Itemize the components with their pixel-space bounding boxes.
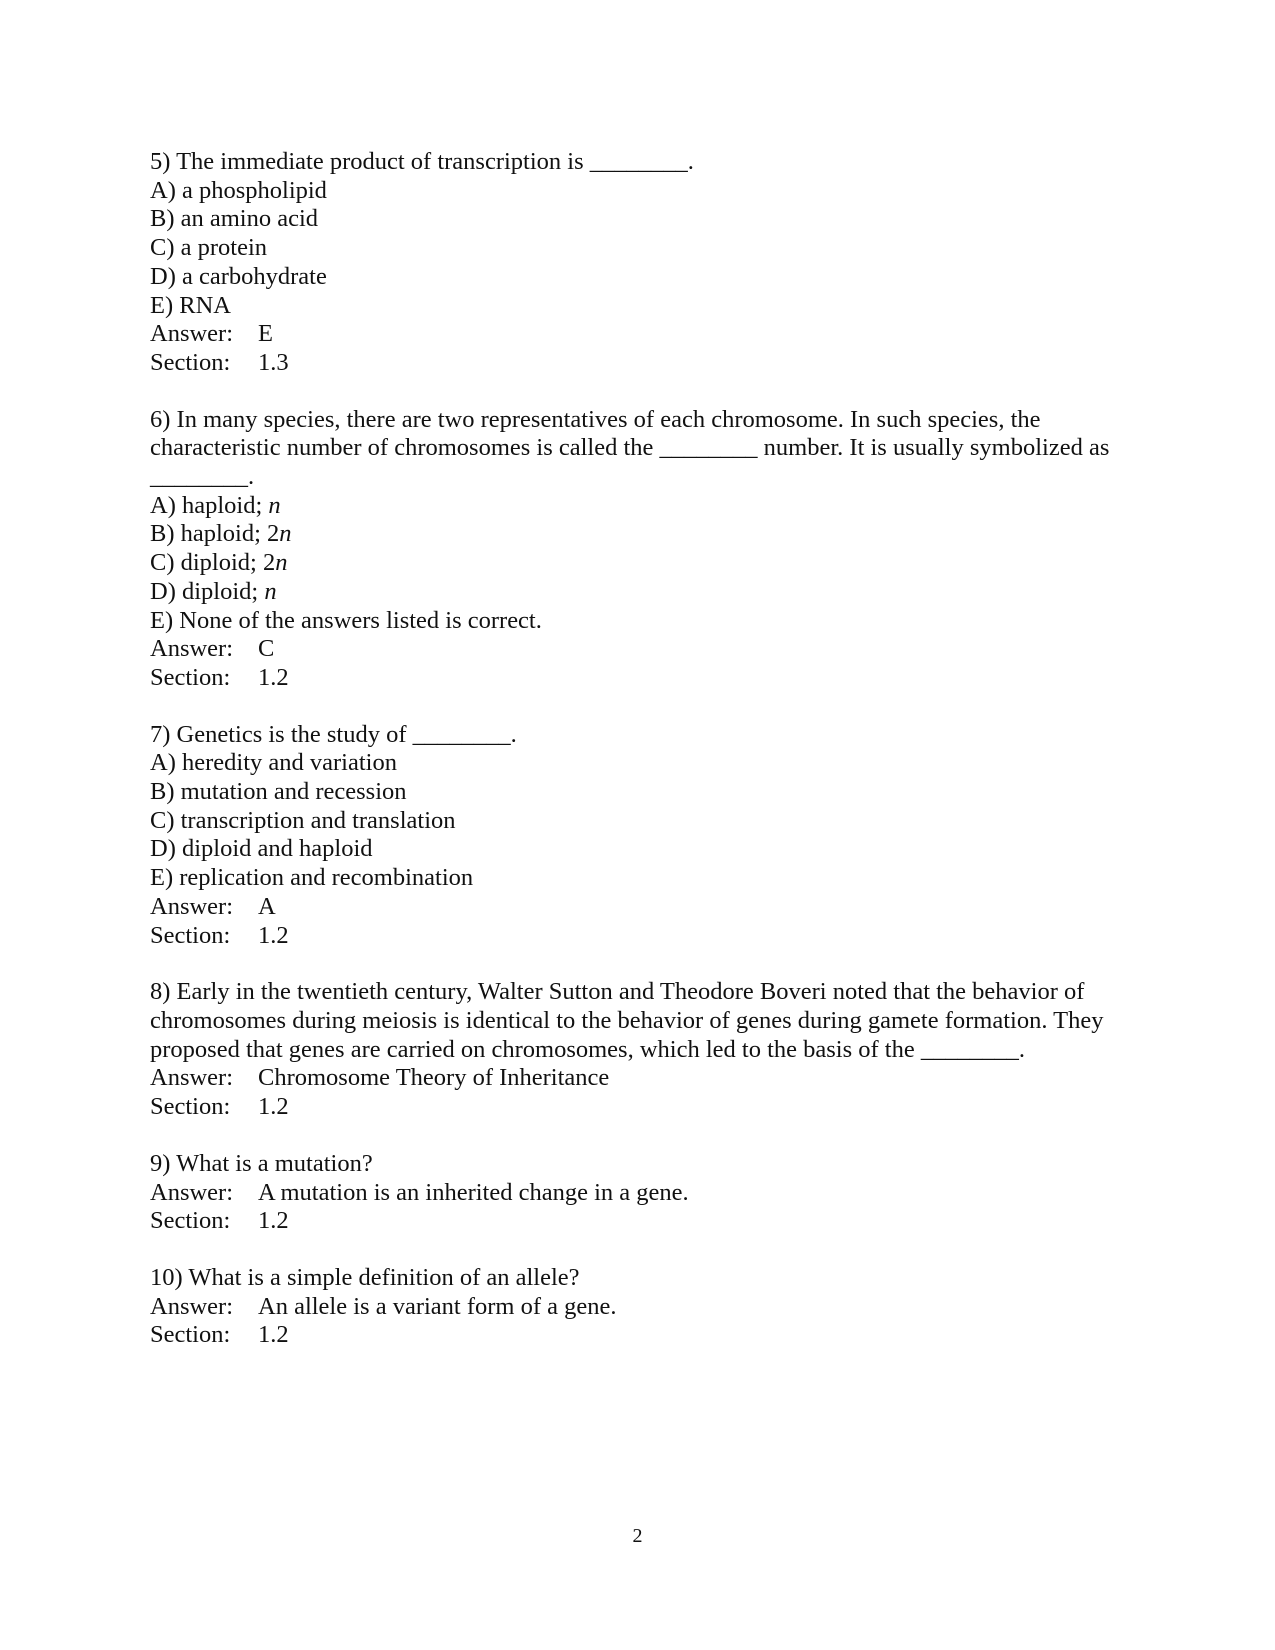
answer-value: E (258, 320, 273, 348)
answer-value: An allele is a variant form of a gene. (258, 1292, 617, 1320)
section-label: Section: (150, 1207, 231, 1235)
question-10 (150, 1264, 1135, 1350)
option-c: C) a protein (150, 234, 268, 262)
option-a: A) heredity and variation (150, 749, 397, 777)
question-9 (150, 1150, 1135, 1236)
section-value: 1.2 (258, 1207, 289, 1235)
option-e: E) replication and recombination (150, 864, 474, 892)
option-d: D) a carbohydrate (150, 262, 327, 290)
answer-row (150, 893, 1135, 922)
document-body (150, 148, 1135, 1378)
answer-label: Answer: (150, 1178, 234, 1206)
option-a-symbol: n (268, 491, 281, 519)
answer-label: Answer: (150, 1292, 234, 1320)
answer-row (150, 1293, 1135, 1322)
section-row (150, 1093, 1135, 1122)
section-row (150, 349, 1135, 378)
section-value: 1.2 (258, 921, 289, 949)
option-d (150, 578, 1135, 607)
option-c-symbol: n (275, 549, 288, 577)
answer-label: Answer: (150, 892, 234, 920)
option-e (150, 607, 1135, 636)
section-value: 1.2 (258, 1093, 289, 1121)
section-value: 1.2 (258, 663, 289, 691)
option-a-text: A) haploid; (150, 491, 269, 519)
question-text: 5) The immediate product of transcription is ________. (150, 148, 694, 175)
answer-value: C (258, 635, 275, 663)
section-row (150, 922, 1135, 951)
question-6 (150, 406, 1135, 693)
answer-value: A mutation is an inherited change in a gene. (258, 1178, 689, 1206)
answer-row (150, 635, 1135, 664)
option-d-text: D) diploid; (150, 577, 265, 605)
option-e: E) RNA (150, 291, 231, 319)
option-d: D) diploid and haploid (150, 835, 373, 863)
question-8 (150, 978, 1135, 1122)
question-text: 10) What is a simple definition of an allele? (150, 1263, 580, 1291)
section-row (150, 664, 1135, 693)
option-b: B) mutation and recession (150, 778, 407, 806)
option-c: C) transcription and translation (150, 806, 456, 834)
answer-label: Answer: (150, 320, 234, 348)
question-text: 9) What is a mutation? (150, 1149, 373, 1177)
answer-row (150, 1064, 1135, 1093)
option-c-text: C) diploid; 2 (150, 549, 276, 577)
section-label: Section: (150, 921, 231, 949)
answer-value: Chromosome Theory of Inheritance (258, 1064, 610, 1092)
question-5 (150, 148, 1135, 378)
option-e-text: E) None of the answers listed is correct. (150, 606, 542, 634)
section-label: Section: (150, 1321, 231, 1349)
option-b-symbol: n (279, 520, 292, 548)
section-row (150, 1321, 1135, 1350)
section-label: Section: (150, 348, 231, 376)
question-text: 8) Early in the twentieth century, Walter Sutton and Theodore Boveri noted that the behavior of chromosomes during meiosis is identical to the behavior of genes during gamete formation. They proposed that genes are carried on chromosomes, which led to the basis of the ________. (150, 978, 1104, 1063)
question-7 (150, 721, 1135, 951)
option-b (150, 520, 1135, 549)
option-b-text: B) haploid; 2 (150, 520, 280, 548)
question-text: 7) Genetics is the study of ________. (150, 720, 517, 748)
answer-label: Answer: (150, 635, 234, 663)
option-a: A) a phospholipid (150, 176, 327, 204)
answer-value: A (258, 892, 276, 920)
option-d-symbol: n (264, 577, 277, 605)
option-c (150, 549, 1135, 578)
answer-row (150, 320, 1135, 349)
section-label: Section: (150, 1093, 231, 1121)
section-value: 1.2 (258, 1321, 289, 1349)
page-number: 2 (632, 1525, 643, 1547)
question-text: 6) In many species, there are two representatives of each chromosome. In such species, the characteristic number of chromosomes is called the ________ number. It is usually symbolized as ________. (150, 405, 1110, 491)
section-row (150, 1207, 1135, 1236)
answer-label: Answer: (150, 1064, 234, 1092)
section-value: 1.3 (258, 348, 289, 376)
option-a (150, 492, 1135, 521)
section-label: Section: (150, 663, 231, 691)
option-b: B) an amino acid (150, 205, 319, 233)
answer-row (150, 1179, 1135, 1208)
